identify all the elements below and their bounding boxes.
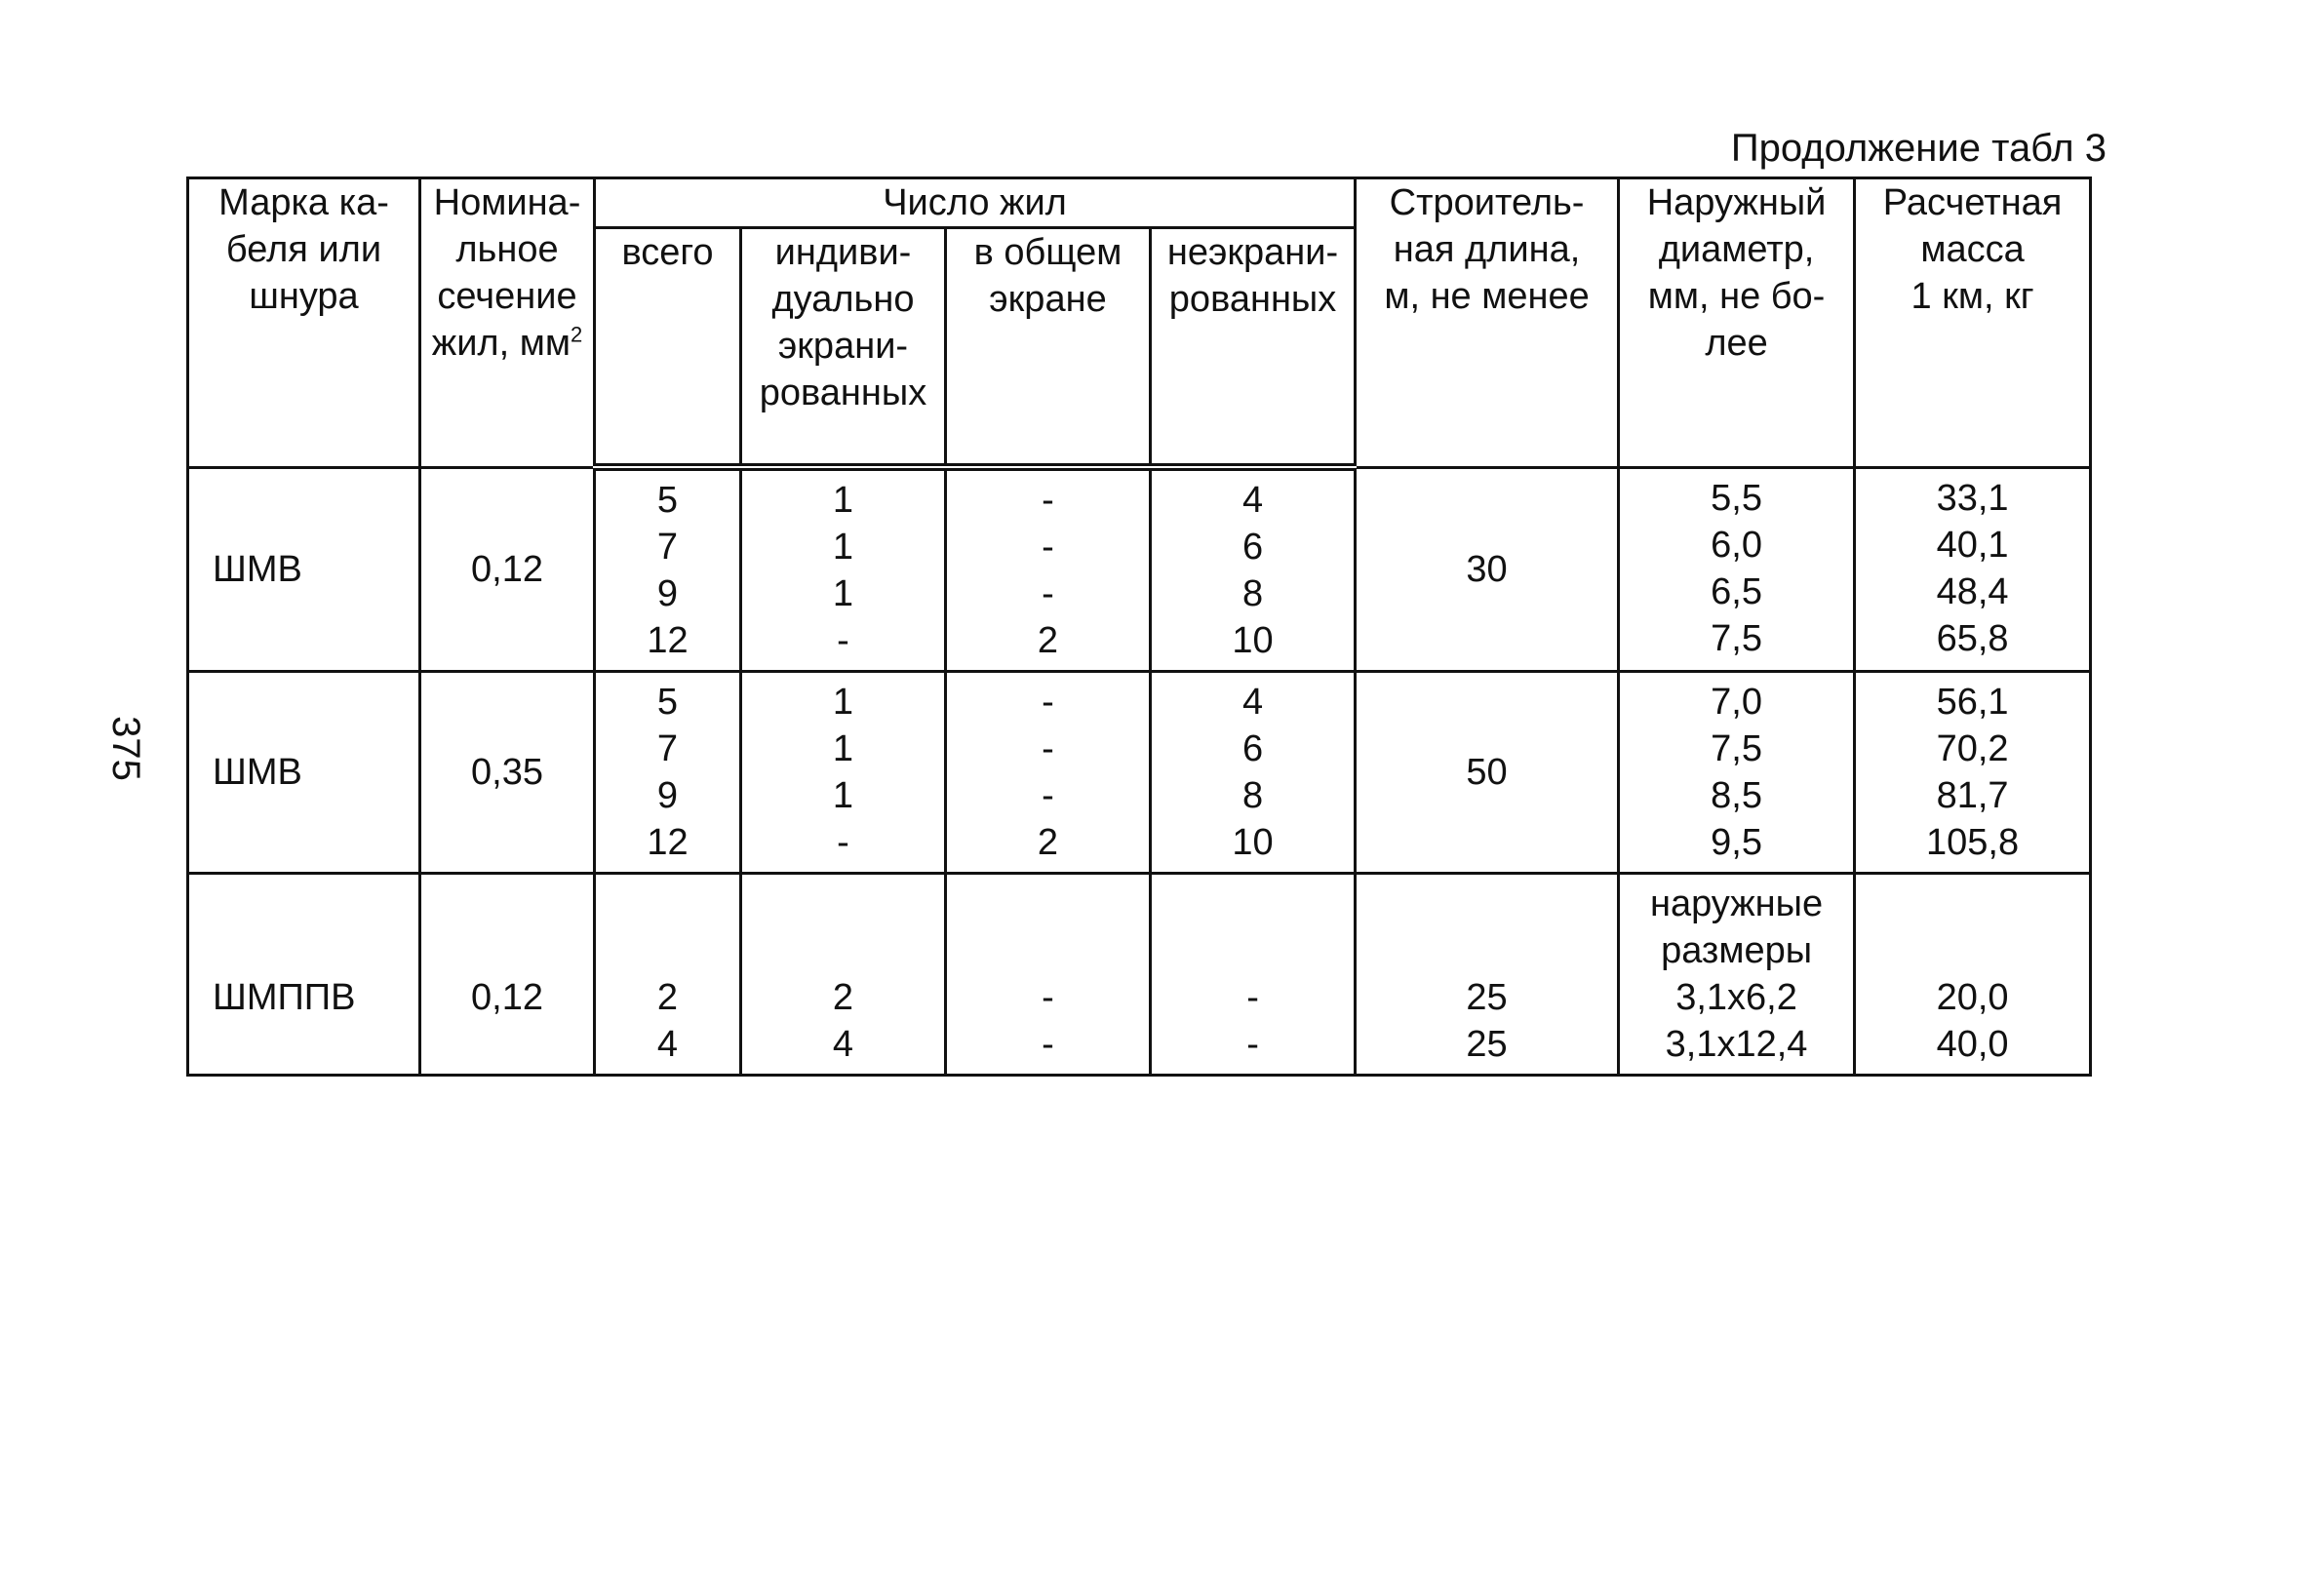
cell-individual: 1 1 1 -	[741, 467, 946, 672]
cell-diameter: наружные размеры 3,1x6,2 3,1x12,4	[1619, 874, 1855, 1076]
header-section: Номина- льное сечение жил, $мм^2$	[420, 178, 595, 468]
cell-common: - - - 2	[946, 467, 1151, 672]
cable-table	[186, 177, 2092, 1077]
cell-mass: 20,0 40,0	[1855, 874, 2091, 1076]
cell-diameter: 7,0 7,5 8,5 9,5	[1619, 672, 1855, 874]
cell-length: 25 25	[1356, 874, 1619, 1076]
cell-length: 30	[1356, 467, 1619, 672]
cell-length: 50	[1356, 672, 1619, 874]
cell-total: 5 7 9 12	[595, 467, 741, 672]
header-cores-individual: индиви- дуально экрани- рованных	[741, 228, 946, 468]
header-cores-group: Число жил	[595, 178, 1356, 228]
cell-mass: 56,1 70,2 81,7 105,8	[1855, 672, 2091, 874]
table-row	[188, 874, 2091, 1076]
cell-section: 0,35	[420, 672, 595, 874]
table-row	[188, 672, 2091, 874]
cell-section: 0,12	[420, 467, 595, 672]
cell-individual: 1 1 1 -	[741, 672, 946, 874]
cell-brand: ШМВ	[188, 467, 420, 672]
cell-section: 0,12	[420, 874, 595, 1076]
header-cores-common: в общем экране	[946, 228, 1151, 468]
cell-diameter: 5,5 6,0 6,5 7,5	[1619, 467, 1855, 672]
header-brand: Марка ка- беля или шнура	[188, 178, 420, 468]
cell-common: - -	[946, 874, 1151, 1076]
cell-common: - - - 2	[946, 672, 1151, 874]
table-caption: Продолжение табл 3	[1730, 127, 2107, 170]
header-diameter: Наружный диаметр, мм, не бо- лее	[1619, 178, 1855, 468]
cell-brand: ШМВ	[188, 672, 420, 874]
cell-mass: 33,1 40,1 48,4 65,8	[1855, 467, 2091, 672]
header-length: Строитель- ная длина, м, не менее	[1356, 178, 1619, 468]
cell-unshielded: 4 6 8 10	[1151, 672, 1356, 874]
table-row	[188, 467, 2091, 672]
cell-unshielded: 4 6 8 10	[1151, 467, 1356, 672]
page-number: 375	[103, 716, 147, 781]
header-cores-total: всего	[595, 228, 741, 468]
cell-brand: ШМППВ	[188, 874, 420, 1076]
cell-unshielded: - -	[1151, 874, 1356, 1076]
header-cores-unshielded: неэкрани- рованных	[1151, 228, 1356, 468]
cell-individual: 2 4	[741, 874, 946, 1076]
cell-total: 2 4	[595, 874, 741, 1076]
cell-total: 5 7 9 12	[595, 672, 741, 874]
header-mass: Расчетная масса 1 км, кг	[1855, 178, 2091, 468]
